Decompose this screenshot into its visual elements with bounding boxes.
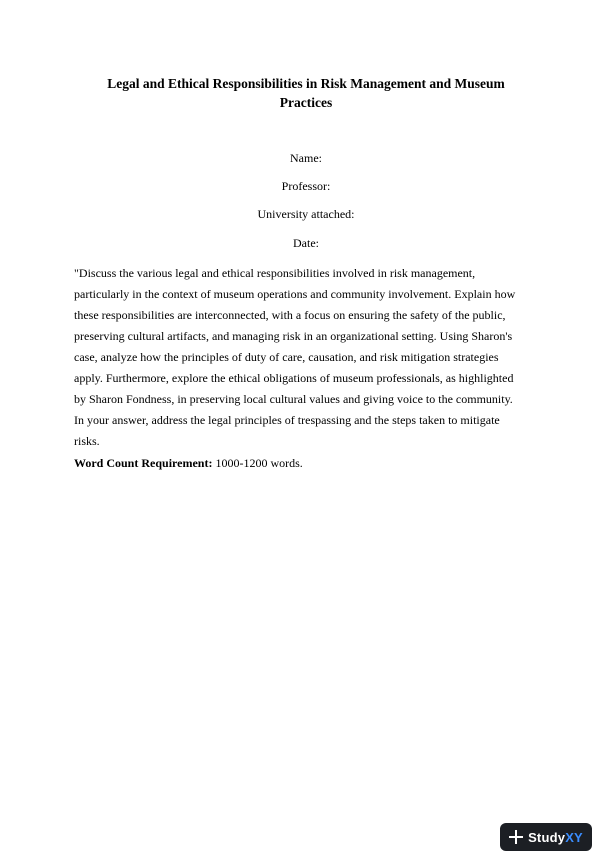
brand-main: Study: [528, 829, 566, 845]
word-count-label: Word Count Requirement:: [74, 456, 213, 470]
brand-accent: XY: [565, 829, 583, 845]
title-line-1: Legal and Ethical Responsibilities in Risk Management and Museum: [107, 76, 505, 91]
title-line-2: Practices: [279, 95, 333, 110]
word-count-requirement: [74, 456, 303, 471]
prompt-line: "Discuss the various legal and ethical responsibilities involved in risk management,: [74, 266, 476, 280]
prompt-line: case, analyze how the principles of duty of care, causation, and risk mitigation strategies: [74, 350, 499, 364]
prompt-line: particularly in the context of museum operations and community involvement. Explain how: [74, 287, 516, 301]
document-title: [72, 74, 540, 112]
prompt-line: preserving cultural artifacts, and managing risk in an organizational setting. Using Sharon's: [74, 329, 513, 343]
assignment-prompt: [74, 263, 544, 452]
brand-logo-text: [528, 830, 583, 845]
professor-label: Professor:: [281, 179, 331, 193]
university-label: University attached:: [257, 207, 355, 221]
prompt-line: apply. Furthermore, explore the ethical obligations of museum professionals, as highlighted: [74, 371, 514, 385]
name-label: Name:: [290, 151, 322, 165]
prompt-line: by Sharon Fondness, in preserving local cultural values and giving voice to the community.: [74, 392, 513, 406]
plus-icon: [509, 830, 523, 844]
date-label: Date:: [293, 236, 319, 250]
prompt-line: risks.: [74, 434, 100, 448]
studyxy-watermark[interactable]: [500, 823, 592, 851]
word-count-value: 1000-1200 words.: [212, 456, 303, 470]
prompt-line: In your answer, address the legal principles of trespassing and the steps taken to mitigate: [74, 413, 500, 427]
prompt-line: these responsibilities are interconnected, with a focus on ensuring the safety of the public,: [74, 308, 506, 322]
